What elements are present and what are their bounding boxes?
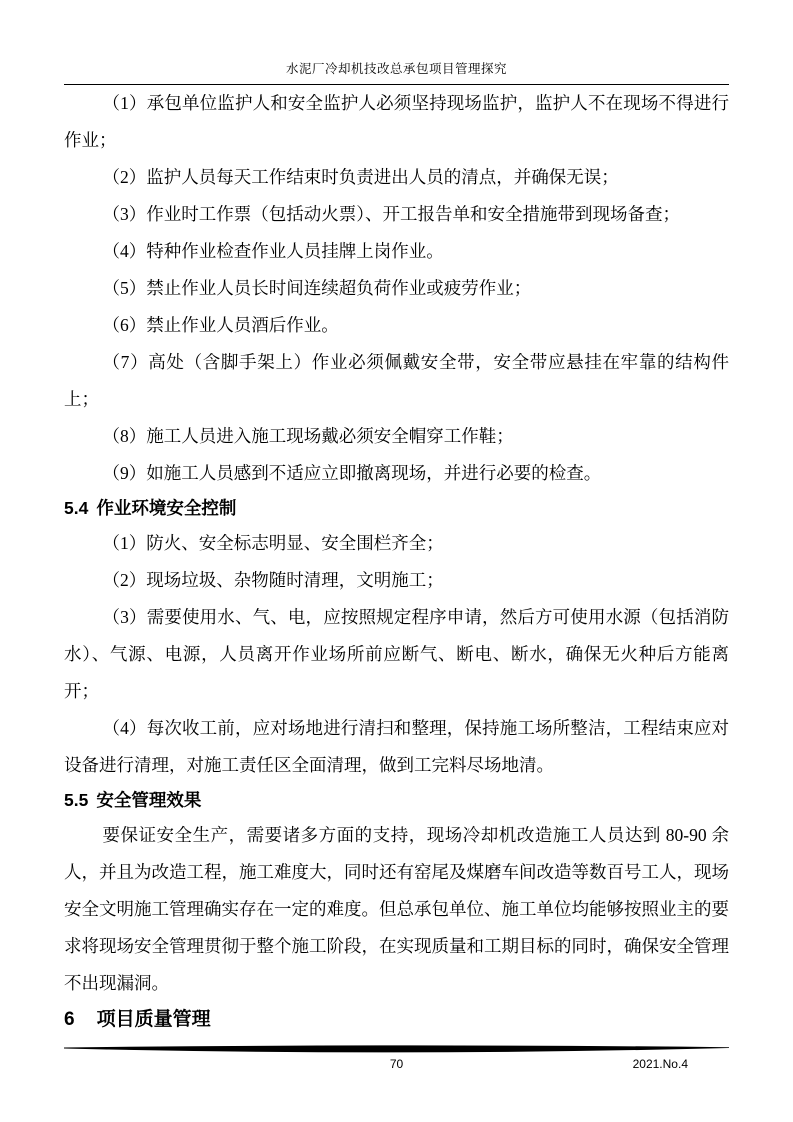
section-6-number: 6 bbox=[64, 1009, 75, 1030]
running-header-title: 水泥厂冷却机技改总承包项目管理探究 bbox=[64, 58, 729, 85]
discipline-item-5: （5）禁止作业人员长时间连续超负荷作业或疲劳作业； bbox=[102, 278, 532, 298]
discipline-item-3: （3）作业时工作票（包括动火票）、开工报告单和安全措施带到现场备查； bbox=[102, 204, 680, 224]
discipline-item-2: （2）监护人员每天工作结束时负责进出人员的清点，并确保无误； bbox=[102, 167, 619, 187]
page-content bbox=[64, 58, 729, 1038]
section-5-4-title: 作业环境安全控制 bbox=[96, 498, 237, 518]
env-item-1: （1）防火、安全标志明显、安全围栏齐全； bbox=[102, 533, 444, 553]
section-heading-6 bbox=[64, 1002, 729, 1038]
discipline-item-8: （8）施工人员进入施工现场戴必须安全帽穿工作鞋； bbox=[102, 426, 514, 446]
env-item-2: （2）现场垃圾、杂物随时清理，文明施工； bbox=[102, 570, 444, 590]
section-heading-5-4 bbox=[64, 492, 729, 525]
footer-rule bbox=[64, 1043, 729, 1056]
section-heading-5-5 bbox=[64, 784, 729, 817]
discipline-item-7: （7）高处（含脚手架上）作业必须佩戴安全带，安全带应悬挂在牢靠的结构件上； bbox=[64, 352, 729, 409]
env-item-4: （4）每次收工前，应对场地进行清扫和整理，保持施工场所整洁，工程结束应对设备进行清理，对施工责任区全面清理，做到工完料尽场地清。 bbox=[64, 718, 729, 775]
section-6-title: 项目质量管理 bbox=[96, 1009, 211, 1030]
page-number: 70 bbox=[389, 1057, 404, 1071]
section-5-5-number: 5.5 bbox=[64, 790, 89, 810]
footer-text-row bbox=[64, 1056, 729, 1074]
page-footer bbox=[64, 1043, 729, 1074]
discipline-item-6: （6）禁止作业人员酒后作业。 bbox=[102, 315, 339, 335]
safety-effect-paragraph: 要保证安全生产，需要诸多方面的支持，现场冷却机改造施工人员达到 80-90 余人，并且为改造工程，施工难度大，同时还有窑尾及煤磨车间改造等数百号工人，现场安全文明施工管理确实存在一定的难度。但总承包单位、施工单位均能够按照业主的要求将现场安全管理贯彻于整个施工阶段，在实现质量和工期目标的同时，确保安全管理不出现漏洞。 bbox=[64, 825, 729, 993]
discipline-item-4: （4）特种作业检查作业人员挂牌上岗作业。 bbox=[102, 241, 444, 261]
discipline-item-9: （9）如施工人员感到不适应立即撤离现场，并进行必要的检查。 bbox=[102, 463, 602, 483]
section-5-4-number: 5.4 bbox=[64, 498, 89, 518]
discipline-item-1: （1）承包单位监护人和安全监护人必须坚持现场监护，监护人不在现场不得进行作业； bbox=[64, 93, 729, 150]
env-item-3: （3）需要使用水、气、电，应按照规定程序申请，然后方可使用水源（包括消防水）、气源、电源，人员离开作业场所前应断气、断电、断水，确保无火种后方能离开； bbox=[64, 607, 729, 701]
section-5-5-title: 安全管理效果 bbox=[96, 790, 202, 810]
issue-label: 2021.No.4 bbox=[632, 1057, 688, 1071]
